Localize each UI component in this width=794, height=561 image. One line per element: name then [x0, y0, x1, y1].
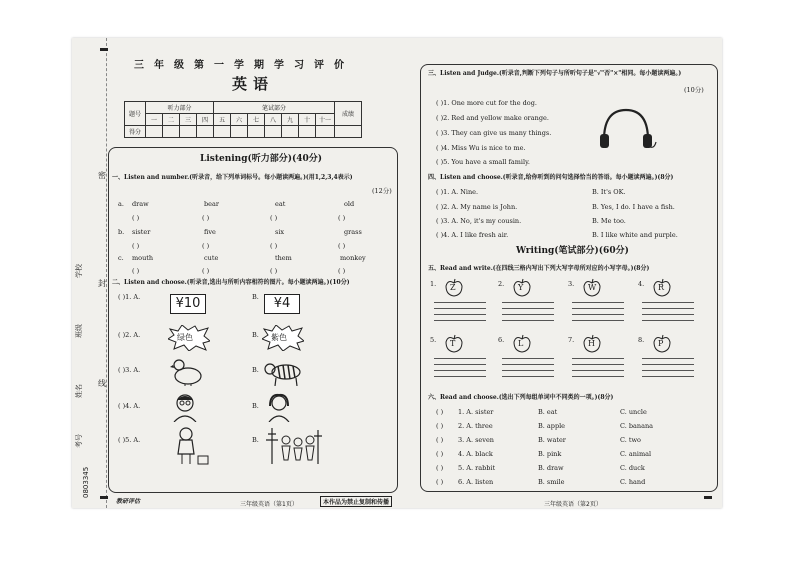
q6-answer-blank[interactable]: ( ) — [436, 450, 444, 458]
q2-b-label: B. — [252, 436, 259, 444]
price-tag-a: ¥10 — [170, 294, 206, 314]
seal-char-2: 封 — [98, 279, 106, 288]
color-burst-a — [168, 325, 210, 349]
q1-word: five — [204, 228, 216, 236]
q3-item-5[interactable]: ( )5. You have a small family. — [436, 158, 530, 166]
seal-char-3: 线 — [98, 379, 106, 388]
q5-item-number: 6. — [498, 336, 505, 344]
writing-guide-line — [434, 314, 486, 315]
writing-guide-line — [642, 314, 694, 315]
side-school: 学校 — [75, 264, 83, 278]
q2-title: 二、Listen and choose.(听录音,选出与所听内容相符的图片。每小题读两遍。)(10分) — [112, 279, 350, 286]
page-two — [408, 38, 722, 508]
color-label-a: 绿色 — [177, 333, 193, 342]
writing-guide-line — [502, 370, 554, 371]
writing-guide-line[interactable] — [642, 308, 694, 309]
subject-title: 英语 — [232, 75, 275, 93]
writing-guide-line — [642, 320, 694, 321]
q6-option-a: 5. A. rabbit — [458, 464, 496, 472]
writing-guide-line — [572, 376, 624, 377]
q1-word: eat — [275, 200, 286, 208]
q1-word: grass — [344, 228, 362, 236]
footer-brand: 教研评估 — [116, 498, 141, 505]
score-num: 二 — [163, 114, 180, 126]
seal-char-1: 密 — [98, 171, 106, 180]
q2-item-1[interactable]: ( )1. A. — [118, 293, 141, 301]
q6-option-c: C. duck — [620, 464, 645, 472]
binding-margin — [72, 38, 107, 508]
writing-guide-line[interactable] — [502, 364, 554, 365]
q6-option-b: B. eat — [538, 408, 558, 416]
score-cell[interactable] — [231, 126, 248, 138]
q4-item-2-b: B. Yes, I do. I have a fish. — [592, 203, 675, 211]
q6-option-c: C. uncle — [620, 408, 647, 416]
copyright-notice: 本作品为禁止复制和传播 — [320, 496, 392, 507]
q1-answer-blank[interactable]: ( ) — [132, 267, 140, 275]
score-cell[interactable] — [316, 126, 335, 138]
q1-row-c-letter: c. — [118, 254, 124, 262]
q6-option-b: B. draw — [538, 464, 564, 472]
writing-guide-line[interactable] — [572, 308, 624, 309]
q5-item-number: 2. — [498, 280, 505, 288]
q5-capital-letter: Y — [518, 283, 524, 292]
q2-item-2[interactable]: ( )2. A. — [118, 331, 141, 339]
score-num: 四 — [197, 114, 214, 126]
q6-option-b: B. pink — [538, 450, 562, 458]
side-code: 0803345 — [82, 466, 90, 498]
score-row-label-2: 得分 — [125, 126, 146, 138]
q6-option-a: 6. A. listen — [458, 478, 494, 486]
q1-answer-blank[interactable]: ( ) — [202, 242, 210, 250]
exam-header-title: 三年级第一学期学习评价 — [134, 60, 354, 71]
q1-answer-blank[interactable]: ( ) — [132, 242, 140, 250]
q4-item-3-b: B. Me too. — [592, 217, 626, 225]
writing-guide-line — [434, 376, 486, 377]
girl-icon — [264, 392, 294, 422]
total-header: 成绩 — [335, 102, 362, 126]
q2-b-label: B. — [252, 293, 259, 301]
q3-item-4[interactable]: ( )4. Miss Wu is nice to me. — [436, 144, 526, 152]
apple-letter-icon — [652, 278, 672, 298]
q1-word: sister — [132, 228, 151, 236]
q1-word: six — [275, 228, 285, 236]
q3-item-3[interactable]: ( )3. They can give us many things. — [436, 129, 552, 137]
q2-b-label: B. — [252, 331, 259, 339]
q6-answer-blank[interactable]: ( ) — [436, 436, 444, 444]
q1-answer-blank[interactable]: ( ) — [270, 214, 278, 222]
writing-guide-line[interactable] — [572, 364, 624, 365]
q1-word: bear — [204, 200, 219, 208]
q5-capital-letter: W — [588, 283, 597, 292]
q4-item-3-a[interactable]: ( )3. A. No, it's my cousin. — [436, 217, 522, 225]
q3-points: (10分) — [684, 86, 704, 94]
q1-word: draw — [132, 200, 149, 208]
q2-item-5[interactable]: ( )5. A. — [118, 436, 141, 444]
writing-title: Writing(笔试部分)(60分) — [516, 246, 629, 256]
score-cell[interactable] — [197, 126, 214, 138]
writing-guide-line — [502, 320, 554, 321]
q5-title: 五、Read and write.(在四线三格内写出下列大写字母所对应的小写字母。)(8分) — [428, 265, 650, 272]
headphones-icon — [598, 106, 658, 152]
written-part-header: 笔试部分 — [214, 102, 335, 114]
q6-answer-blank[interactable]: ( ) — [436, 464, 444, 472]
score-num: 十一 — [316, 114, 335, 126]
q2-b-label: B. — [252, 366, 259, 374]
apple-letter-icon — [652, 334, 672, 354]
q5-capital-letter: H — [588, 339, 595, 348]
score-cell[interactable] — [335, 126, 362, 138]
score-table — [124, 101, 362, 138]
score-cell[interactable] — [265, 126, 282, 138]
score-num: 七 — [248, 114, 265, 126]
q2-item-4[interactable]: ( )4. A. — [118, 402, 141, 410]
side-class: 班级 — [75, 324, 83, 338]
tiger-icon — [264, 358, 304, 386]
q5-capital-letter: R — [658, 283, 665, 292]
apple-letter-icon — [582, 278, 602, 298]
q6-option-a: 1. A. sister — [458, 408, 494, 416]
q6-title: 六、Read and choose.(选出下列每组单词中不同类的一项。)(8分) — [428, 394, 614, 401]
q4-item-2-a[interactable]: ( )2. A. My name is John. — [436, 203, 518, 211]
q4-title: 四、Listen and choose.(听录音,给你听到的问句选择恰当的答语。每小题读两遍。)(8分) — [428, 174, 674, 181]
q1-answer-blank[interactable]: ( ) — [338, 214, 346, 222]
writing-guide-line — [572, 320, 624, 321]
q1-answer-blank[interactable]: ( ) — [338, 242, 346, 250]
q5-item-number: 7. — [568, 336, 575, 344]
q6-option-c: C. two — [620, 436, 641, 444]
q5-item-number: 4. — [638, 280, 645, 288]
writing-guide-line — [572, 358, 624, 359]
q1-row-b-letter: b. — [118, 228, 125, 236]
score-cell[interactable] — [299, 126, 316, 138]
q1-title: 一、Listen and number.(听录音，给下列单词标号。每小题读两遍。)(用1,2,3,4表示) — [112, 174, 353, 181]
q5-capital-letter: T — [450, 339, 456, 348]
writing-guide-line — [572, 302, 624, 303]
q4-item-4-b: B. I like white and purple. — [592, 231, 678, 239]
q6-answer-blank[interactable]: ( ) — [436, 422, 444, 430]
q6-option-a: 3. A. seven — [458, 436, 494, 444]
crop-mark — [100, 48, 108, 51]
score-cell[interactable] — [214, 126, 231, 138]
page-two-number: 三年级英语（第2页） — [544, 501, 602, 508]
score-cell[interactable] — [248, 126, 265, 138]
q6-answer-blank[interactable]: ( ) — [436, 478, 444, 486]
score-num: 十 — [299, 114, 316, 126]
q5-item-number: 1. — [430, 280, 437, 288]
score-cell[interactable] — [163, 126, 180, 138]
price-tag-b: ¥4 — [264, 294, 300, 314]
writing-guide-line — [502, 302, 554, 303]
q5-item-number: 8. — [638, 336, 645, 344]
q6-option-c: C. hand — [620, 478, 646, 486]
q3-title: 三、Listen and Judge.(听录音,判断下列句子与所听句子是"√"否"×"相同。每小题读两遍。) — [428, 70, 682, 77]
page-one-number: 三年级英语（第1页） — [240, 501, 298, 508]
writing-guide-line — [502, 376, 554, 377]
q1-word: cute — [204, 254, 219, 262]
q1-word: mouth — [132, 254, 154, 262]
side-name: 姓名 — [75, 384, 83, 398]
writing-guide-line — [572, 370, 624, 371]
apple-letter-icon — [512, 334, 532, 354]
q1-answer-blank[interactable]: ( ) — [202, 214, 210, 222]
apple-letter-icon — [512, 278, 532, 298]
q1-points: (12分) — [372, 187, 392, 195]
score-cell[interactable] — [282, 126, 299, 138]
score-num: 一 — [146, 114, 163, 126]
score-num: 八 — [265, 114, 282, 126]
q1-answer-blank[interactable]: ( ) — [270, 242, 278, 250]
q1-row-a-letter: a. — [118, 200, 124, 208]
writing-guide-line — [642, 376, 694, 377]
q6-option-a: 4. A. black — [458, 450, 493, 458]
score-cell[interactable] — [180, 126, 197, 138]
q5-capital-letter: P — [658, 339, 664, 348]
listening-title: Listening(听力部分)(40分) — [200, 154, 323, 164]
apple-letter-icon — [444, 278, 464, 298]
q4-item-1-a[interactable]: ( )1. A. Nine. — [436, 188, 479, 196]
q5-item-number: 5. — [430, 336, 437, 344]
q6-option-c: C. animal — [620, 450, 652, 458]
writing-guide-line — [434, 302, 486, 303]
writing-guide-line[interactable] — [642, 364, 694, 365]
q6-option-b: B. smile — [538, 478, 565, 486]
apple-letter-icon — [582, 334, 602, 354]
writing-guide-line — [502, 314, 554, 315]
listening-part-header: 听力部分 — [146, 102, 214, 114]
q1-answer-blank[interactable]: ( ) — [270, 267, 278, 275]
q6-option-a: 2. A. three — [458, 422, 493, 430]
q2-item-3[interactable]: ( )3. A. — [118, 366, 141, 374]
color-burst-b — [262, 325, 304, 349]
q2-b-label: B. — [252, 402, 259, 410]
writing-guide-line — [642, 370, 694, 371]
q3-item-2[interactable]: ( )2. Red and yellow make orange. — [436, 114, 549, 122]
q1-word: them — [275, 254, 292, 262]
children-planting-trees-icon — [264, 426, 324, 466]
score-num: 九 — [282, 114, 299, 126]
writing-guide-line — [572, 314, 624, 315]
crop-mark — [100, 496, 108, 499]
q5-capital-letter: L — [518, 339, 524, 348]
exam-sheet — [72, 38, 722, 508]
q1-answer-blank[interactable]: ( ) — [202, 267, 210, 275]
crop-mark — [704, 496, 712, 499]
writing-guide-line — [434, 320, 486, 321]
q1-word: old — [344, 200, 355, 208]
writing-guide-line — [642, 358, 694, 359]
writing-guide-line — [502, 358, 554, 359]
q4-item-4-a[interactable]: ( )4. A. I like fresh air. — [436, 231, 509, 239]
side-number: 考号 — [75, 434, 83, 448]
q4-item-1-b: B. It's OK. — [592, 188, 626, 196]
apple-letter-icon — [444, 334, 464, 354]
q6-answer-blank[interactable]: ( ) — [436, 408, 444, 416]
color-label-b: 紫色 — [271, 333, 287, 342]
man-with-glasses-icon — [170, 392, 200, 422]
score-num: 三 — [180, 114, 197, 126]
page-one — [72, 38, 400, 508]
writing-guide-line[interactable] — [502, 308, 554, 309]
writing-guide-line — [434, 358, 486, 359]
q5-item-number: 3. — [568, 280, 575, 288]
girl-watering-icon — [170, 426, 210, 466]
q6-option-b: B. water — [538, 436, 566, 444]
score-row-label-1: 题号 — [125, 102, 146, 126]
duck-icon — [170, 358, 204, 386]
q1-word: monkey — [340, 254, 366, 262]
writing-guide-line[interactable] — [434, 364, 486, 365]
writing-guide-line — [434, 370, 486, 371]
q3-item-1[interactable]: ( )1. One more cut for the dog. — [436, 99, 537, 107]
q6-option-c: C. banana — [620, 422, 654, 430]
writing-guide-line — [642, 302, 694, 303]
score-num: 六 — [231, 114, 248, 126]
q6-option-b: B. apple — [538, 422, 566, 430]
score-cell[interactable] — [146, 126, 163, 138]
score-num: 五 — [214, 114, 231, 126]
writing-guide-line[interactable] — [434, 308, 486, 309]
q1-answer-blank[interactable]: ( ) — [132, 214, 140, 222]
q1-answer-blank[interactable]: ( ) — [338, 267, 346, 275]
q5-capital-letter: Z — [450, 283, 456, 292]
